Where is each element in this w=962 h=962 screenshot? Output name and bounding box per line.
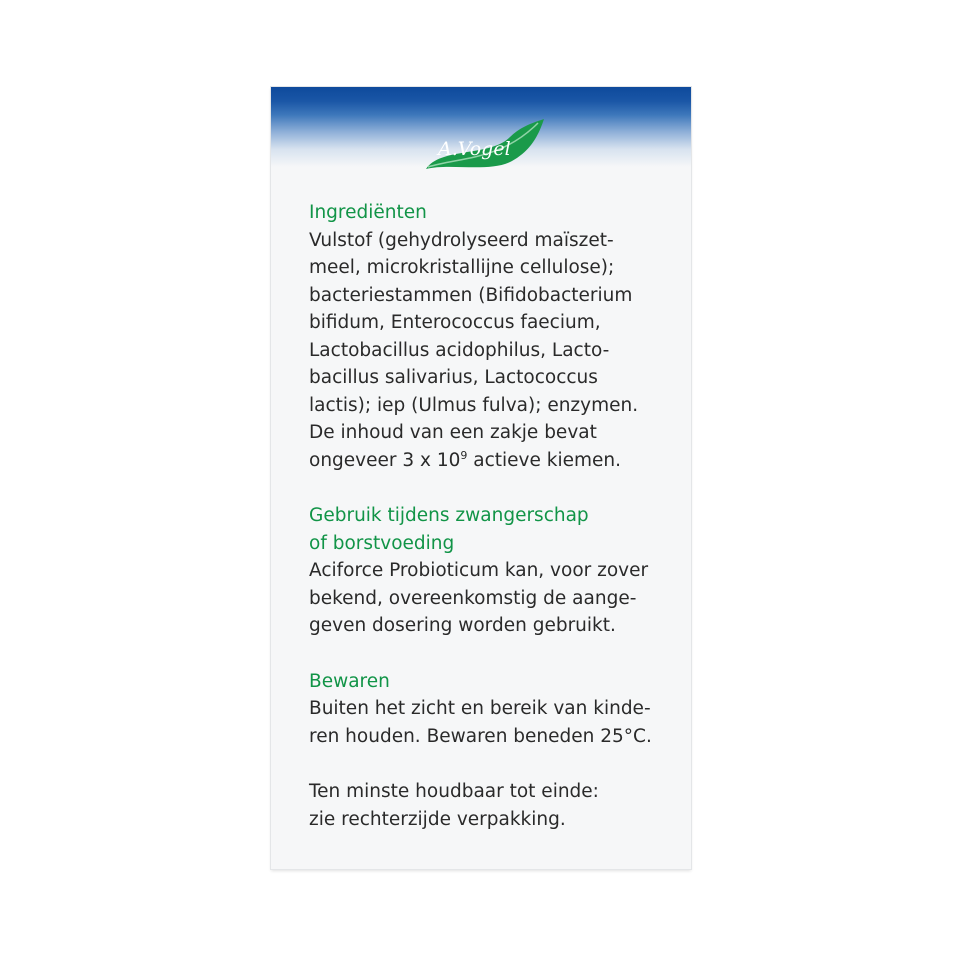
ingredients-germ-count (309, 447, 679, 475)
package-panel (271, 87, 691, 869)
pregnancy-heading-line2: of borstvoeding (309, 532, 455, 554)
storage-text (309, 695, 679, 750)
pregnancy-heading-line1: Gebruik tijdens zwangerschap (309, 505, 589, 526)
germ-count-prefix: ongeveer 3 x 10 (309, 449, 461, 471)
storage-heading: Bewaren (309, 670, 390, 692)
pregnancy-line: bekend, overeenkomstig de aange- (309, 587, 637, 609)
label-text (309, 199, 679, 833)
shelf-life-line: zie rechterzijde verpakking. (309, 808, 566, 830)
ingredients-heading: Ingrediënten (309, 202, 427, 223)
ingredients-line: meel, microkristallijne cellulose); (309, 257, 615, 278)
pregnancy-line: geven dosering worden gebruikt. (309, 615, 616, 636)
ingredients-line: Vulstof (gehydrolyseerd maïszet- (309, 229, 614, 251)
ingredients-line: bacteriestammen (Bifidobacterium (309, 284, 633, 306)
logo-text: A.Vogel (438, 138, 511, 160)
storage-line: ren houden. Bewaren beneden 25°C. (309, 725, 652, 747)
pregnancy-text (309, 557, 679, 640)
ingredients-line: lactis); iep (Ulmus fulva); enzymen. (309, 394, 639, 416)
ingredients-line: Lactobacillus acidophilus, Lacto- (309, 339, 610, 361)
pregnancy-heading (309, 502, 679, 557)
germ-count-suffix: actieve kiemen. (467, 449, 622, 471)
ingredients-line: bacillus salivarius, Lactococcus (309, 367, 598, 388)
germ-count-exponent: 9 (460, 448, 468, 462)
pregnancy-line: Aciforce Probioticum kan, voor zover (309, 560, 649, 581)
avogel-logo (420, 117, 548, 173)
ingredients-line: De inhoud van een zakje bevat (309, 422, 597, 443)
shelf-life-line: Ten minste houdbaar tot einde: (309, 781, 599, 802)
storage-line: Buiten het zicht en bereik van kinde- (309, 698, 651, 719)
shelf-life-text (309, 778, 679, 833)
ingredients-line: bifidum, Enterococcus faecium, (309, 312, 601, 333)
ingredients-text (309, 227, 679, 475)
